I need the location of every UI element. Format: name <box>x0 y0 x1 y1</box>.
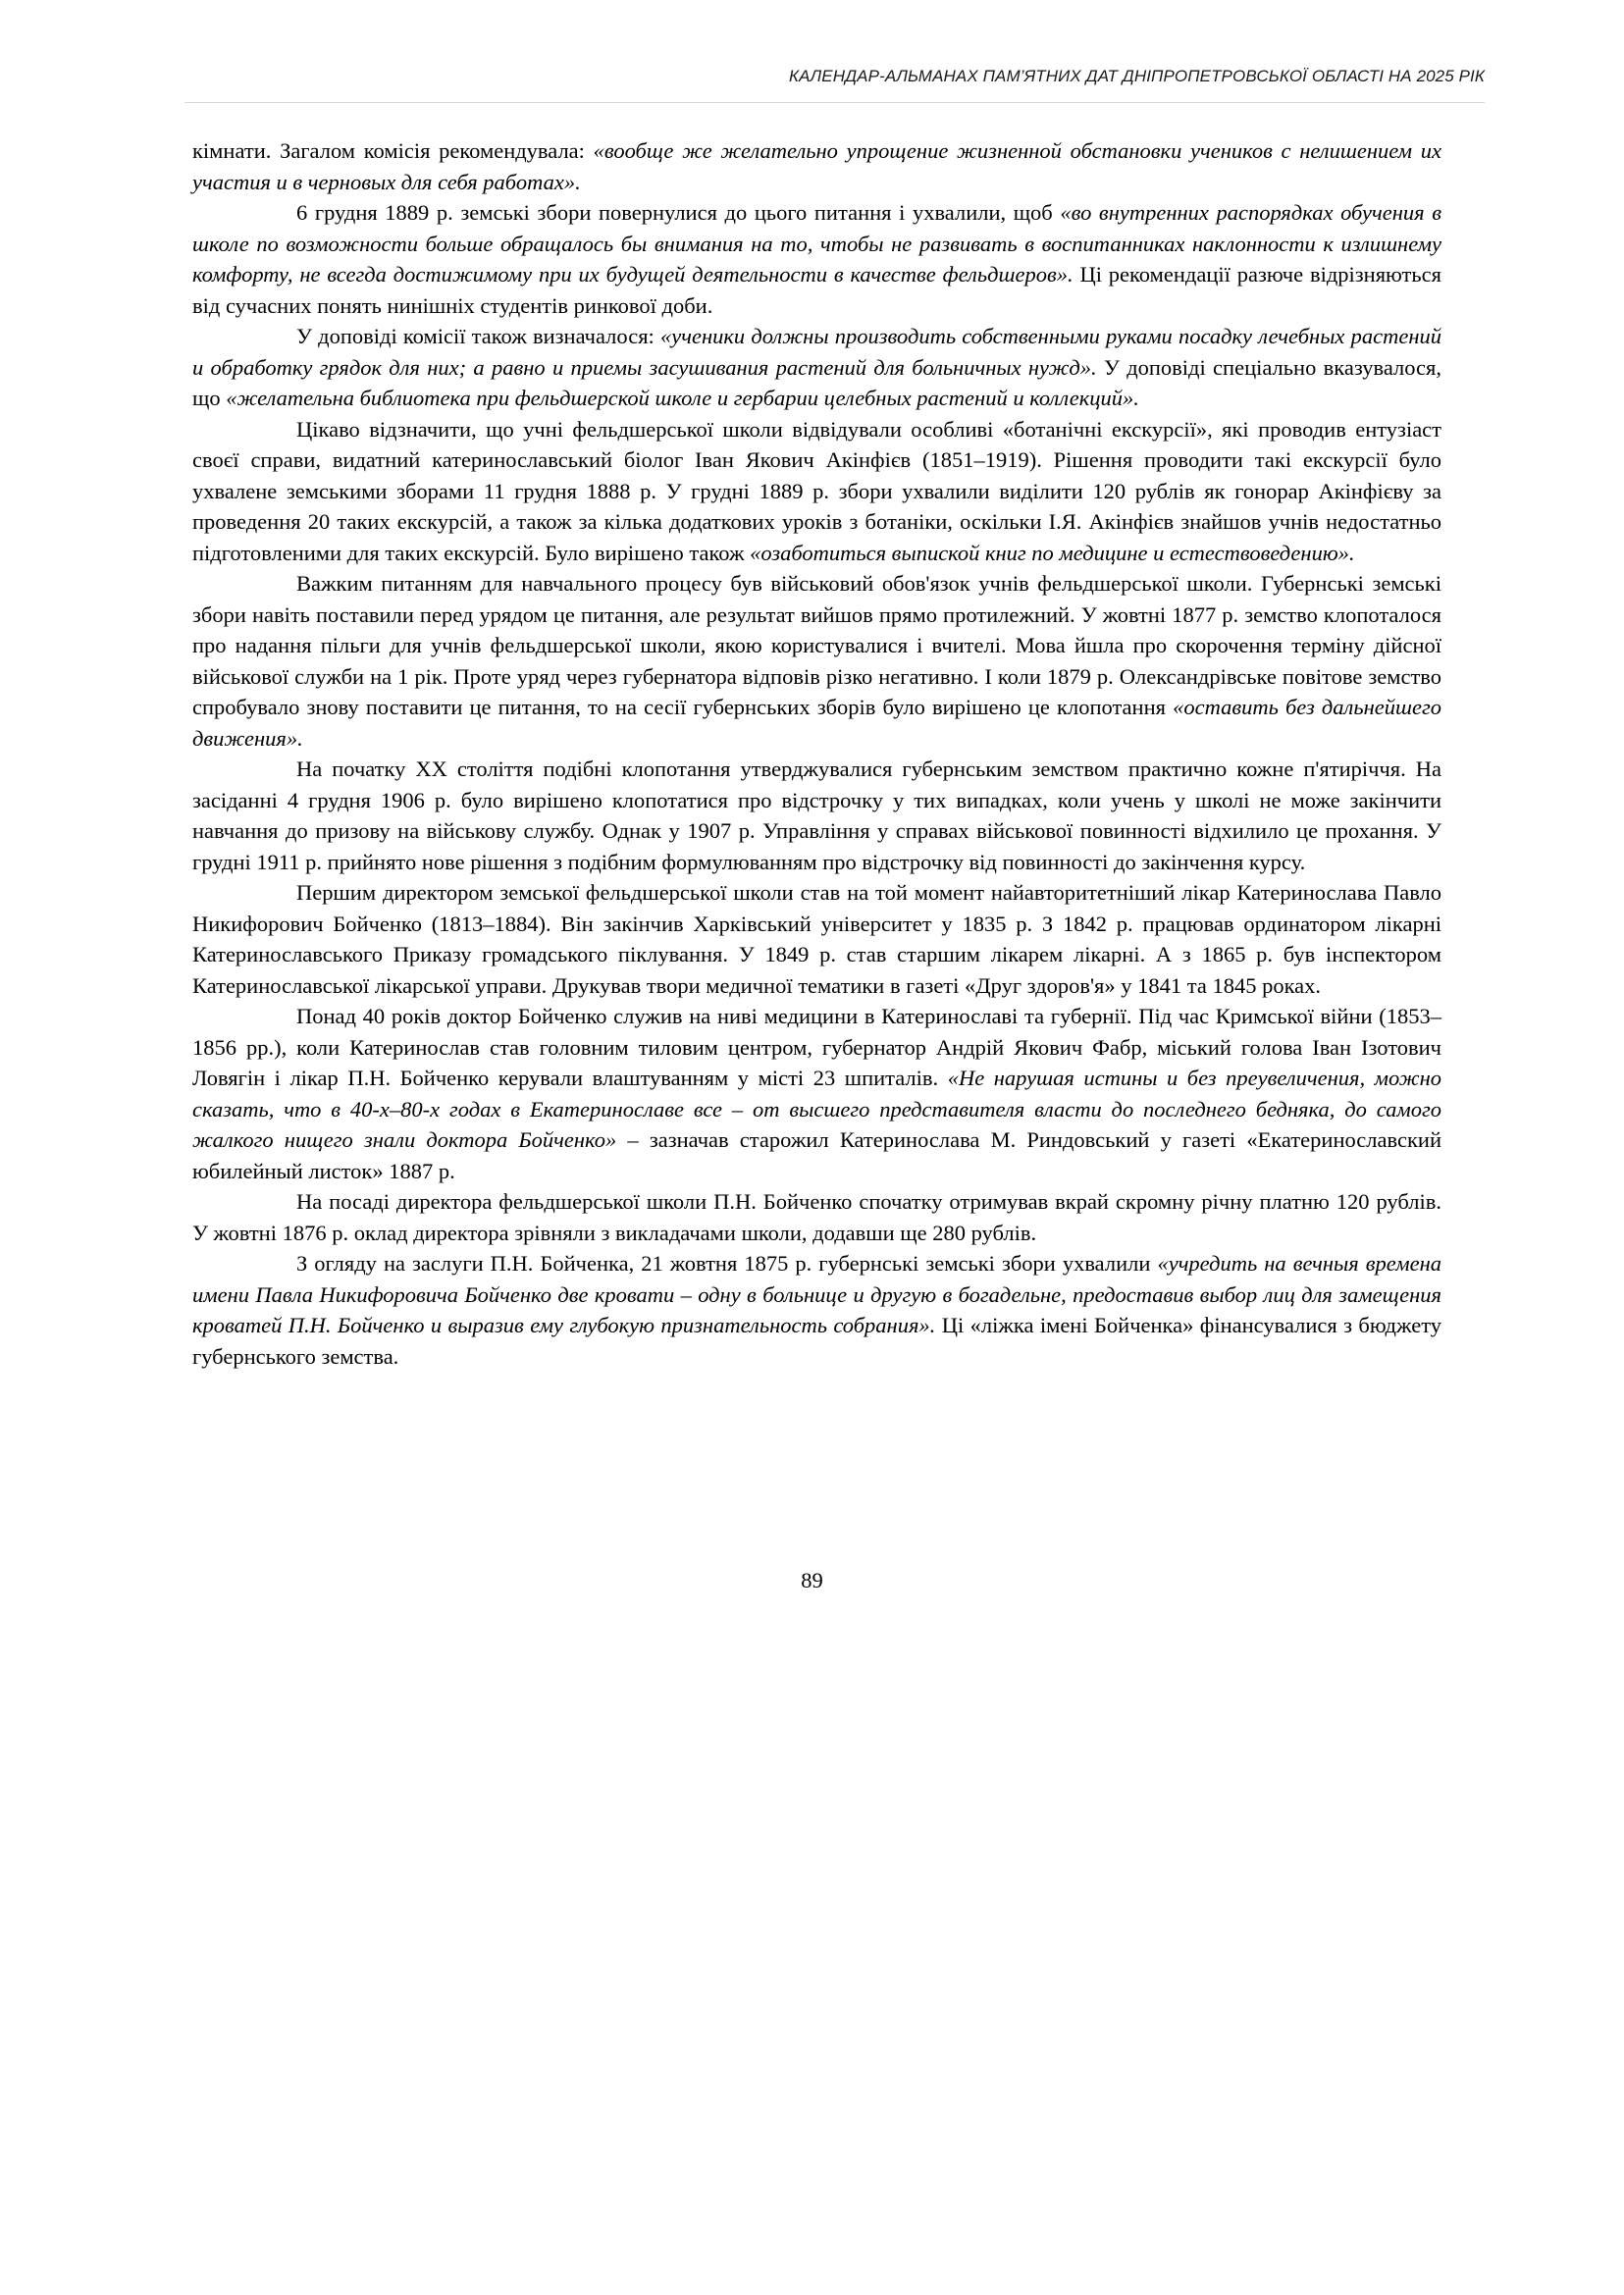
quote-run: «вообще же желательно упрощение жизненной обстановки учеников с нелишением их участия и в черновых для себя работах». <box>192 138 1441 194</box>
text-run: Першим директором земської фельдшерської школи став на той момент найавторитетніший лікар Катеринослава Павло Никифорович Бойченко (1813–1884). Він закінчив Харківський університет у 1835 р. З 1842 р. працював ординатором лікарні Катеринославського Приказу громадського піклування. У 1849 р. став старшим лікарем лікарні. А з 1865 р. був інспектором Катеринославської лікарської управи. Друкував твори медичної тематики в газеті «Друг здоров'я» у 1841 та 1845 роках. <box>192 880 1441 998</box>
text-run: Важким питанням для навчального процесу був військовий обов'язок учнів фельдшерської школи. Губернські земські збори навіть поставили перед урядом це питання, але результат вийшов прямо протилежний. У жовтні 1877 р. земство клопоталося про надання пільги для учнів фельдшерської школи, якою користувалися і вчителі. Мова йшла про скорочення терміну дійсної військової служби на 1 рік. Проте уряд через губернатора відповів різко негативно. І коли 1879 р. Олександрівське повітове земство спробувало знову поставити це питання, то на сесії губернських зборів було вирішено це клопотання <box>192 571 1441 719</box>
paragraph-p9 <box>192 1248 1441 1372</box>
quote-run: «озаботиться выпиской книг по медицине и естествоведению». <box>750 540 1355 565</box>
quote-run: «Не нарушая истины и без преувеличения, можно сказать, что в 40-х–80-х годах в Екатеринославе все – от высшего представителя власти до последнего бедняка, до самого жалкого нищего знали доктора Бойченко» <box>192 1066 1441 1152</box>
text-run: Ці «ліжка імені Бойченка» фінансувалися з бюджету губернського земства. <box>192 1313 1441 1369</box>
text-run: – зазначав старожил Катеринослава М. Риндовський у газеті «Екатеринославский юбилейный листок» 1887 р. <box>192 1127 1441 1183</box>
text-run: На посаді директора фельдшерської школи П.Н. Бойченко спочатку отримував вкрай скромну річну платню 120 рублів. У жовтні 1876 р. оклад директора зрівняли з викладачами школи, додавши ще 280 рублів. <box>192 1189 1441 1245</box>
text-run: кімнати. Загалом комісія рекомендувала: <box>192 138 594 163</box>
text-run: 6 грудня 1889 р. земські збори повернулися до цього питання і ухвалили, щоб <box>296 200 1061 225</box>
paragraph-p2 <box>192 321 1441 414</box>
quote-run: «желательна библиотека при фельдшерской школе и гербарии целебных растений и коллекций». <box>226 386 1139 410</box>
text-run: З огляду на заслуги П.Н. Бойченка, 21 жовтня 1875 р. губернські земські збори ухвалили <box>296 1251 1158 1276</box>
quote-run: «учредить на вечныя времена имени Павла Никифоровича Бойченко две кровати – одну в больнице и другую в богадельне, предоставив выбор лиц для замещения кроватей П.Н. Бойченко и выразив ему глубокую признательность собрания». <box>192 1251 1441 1337</box>
paragraph-p4 <box>192 568 1441 754</box>
paragraph-p0 <box>192 135 1441 197</box>
text-run: У доповіді комісії також визначалося: <box>296 324 660 348</box>
article-body <box>192 135 1441 1372</box>
paragraph-p3 <box>192 414 1441 569</box>
quote-run: «во внутренних распорядках обучения в школе по возможности больше обращалось бы внимания на то, чтобы не развивать в воспитанниках наклонности к излишнему комфорту, не всегда достижимому при их будущей деятельности в качестве фельдшеров». <box>192 200 1441 287</box>
text-run: Цікаво відзначити, що учні фельдшерської школи відвідували особливі «ботанічні екскурсії», які проводив ентузіаст своєї справи, видатний катеринославський біолог Іван Якович Акінфієв (1851–1919). Рішення проводити такі екскурсії було ухвалене земськими зборами 11 грудня 1888 р. У грудні 1889 р. збори ухвалили виділити 120 рублів як гонорар Акінфієву за проведення 20 таких екскурсій, а також за кілька додаткових уроків з ботаніки, оскільки І.Я. Акінфієв знайшов учнів недостатньо підготовленими для таких екскурсій. Було вирішено також <box>192 416 1441 565</box>
text-run: Ці рекомендації разюче відрізняються від сучасних понять нинішніх студентів ринкової доби. <box>192 262 1441 318</box>
paragraph-p5 <box>192 754 1441 877</box>
text-run: Понад 40 років доктор Бойченко служив на ниві медицини в Катеринославі та губернії. Під час Кримської війни (1853–1856 рр.), коли Катеринослав став головним тиловим центром, губернатор Андрій Якович Фабр, міський голова Іван Ізотович Ловягін і лікар П.Н. Бойченко керували влаштуванням у місті 23 шпиталів. <box>192 1004 1441 1090</box>
running-header: КАЛЕНДАР-АЛЬМАНАХ ПАМ’ЯТНИХ ДАТ ДНІПРОПЕТРОВСЬКОЇ ОБЛАСТІ НА 2025 РІК <box>788 67 1485 85</box>
quote-run: «оставить без дальнейшего движения». <box>192 695 1441 751</box>
header-rule <box>184 102 1485 103</box>
paragraph-p7 <box>192 1001 1441 1186</box>
paragraph-p6 <box>192 877 1441 1001</box>
paragraph-p1 <box>192 197 1441 321</box>
paragraph-p8 <box>192 1186 1441 1248</box>
text-run: На початку ХХ століття подібні клопотання утверджувалися губернським земством практично кожне п'ятиріччя. На засіданні 4 грудня 1906 р. було вирішено клопотатися про відстрочку у тих випадках, коли учень у школі не може закінчити навчання до призову на військову службу. Однак у 1907 р. Управління у справах військової повинності відхилило це прохання. У грудні 1911 р. прийнято нове рішення з подібним формулюванням про відстрочку від повинності до закінчення курсу. <box>192 756 1441 874</box>
quote-run: «ученики должны производить собственными руками посадку лечебных растений и обработку грядок для них; а равно и приемы засушивания растений для больничных нужд». <box>192 324 1441 380</box>
text-run: У доповіді спеціально вказувалося, що <box>192 354 1441 410</box>
page-number: 89 <box>801 1568 823 1592</box>
